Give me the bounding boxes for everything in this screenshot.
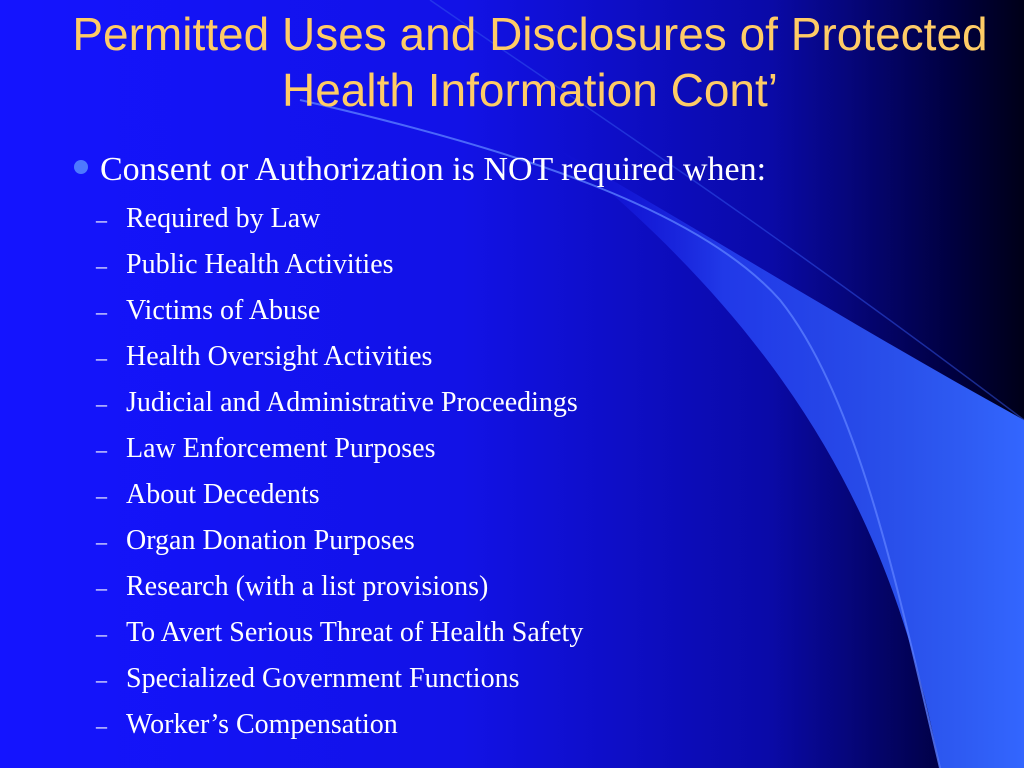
bullet-dot-icon [74, 160, 88, 174]
list-item [52, 656, 932, 702]
sub-bullet-list [52, 196, 932, 748]
list-item [52, 196, 932, 242]
list-item [52, 702, 932, 748]
dash-marker: – [96, 529, 107, 554]
main-bullet-item [52, 148, 932, 192]
main-bullet-text: Consent or Authorization is NOT required when: [100, 151, 767, 188]
list-item [52, 610, 932, 656]
dash-marker: – [96, 483, 107, 508]
dash-marker: – [96, 345, 107, 370]
dash-marker: – [96, 207, 107, 232]
list-item-text: Organ Donation Purposes [126, 525, 415, 556]
list-item-text: About Decedents [126, 479, 320, 510]
slide-content [52, 148, 932, 748]
list-item-text: Judicial and Administrative Proceedings [126, 387, 578, 418]
list-item [52, 564, 932, 610]
dash-marker: – [96, 575, 107, 600]
list-item-text: Worker’s Compensation [126, 709, 398, 740]
list-item-text: Law Enforcement Purposes [126, 433, 436, 464]
list-item [52, 334, 932, 380]
list-item [52, 472, 932, 518]
dash-marker: – [96, 391, 107, 416]
list-item-text: Required by Law [126, 203, 321, 234]
dash-marker: – [96, 299, 107, 324]
list-item-text: Specialized Government Functions [126, 663, 520, 694]
dash-marker: – [96, 713, 107, 738]
list-item-text: Victims of Abuse [126, 295, 321, 326]
dash-marker: – [96, 667, 107, 692]
list-item-text: Health Oversight Activities [126, 341, 433, 372]
list-item [52, 426, 932, 472]
dash-marker: – [96, 621, 107, 646]
list-item-text: To Avert Serious Threat of Health Safety [126, 617, 584, 648]
dash-marker: – [96, 437, 107, 462]
slide-title: Permitted Uses and Disclosures of Protected Health Information Cont’ [72, 8, 988, 116]
list-item-text: Research (with a list provisions) [126, 571, 489, 602]
list-item-text: Public Health Activities [126, 249, 394, 280]
list-item [52, 380, 932, 426]
list-item [52, 518, 932, 564]
list-item [52, 242, 932, 288]
dash-marker: – [96, 253, 107, 278]
list-item [52, 288, 932, 334]
